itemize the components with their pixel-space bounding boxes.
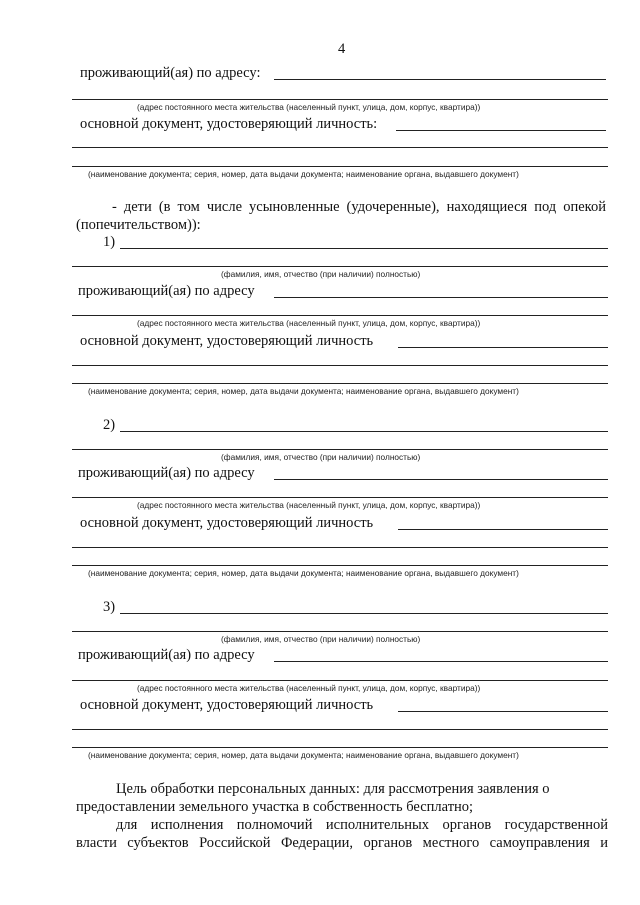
purpose-line4: власти субъектов Российской Федерации, органов местного самоуправления и	[76, 835, 608, 851]
child-3-address-line-2[interactable]	[72, 680, 608, 681]
guardian-doc-caption: (наименование документа; серия, номер, дата выдачи документа; наименование органа, выдавшего документ)	[88, 169, 519, 179]
page-number: 4	[338, 41, 346, 57]
child-2-address-caption: (адрес постоянного места жительства (населенный пункт, улица, дом, корпус, квартира))	[137, 500, 481, 510]
guardian-address-line[interactable]	[274, 79, 606, 80]
purpose-line3: для исполнения полномочий исполнительных органов государственной	[116, 817, 608, 833]
child-2-number: 2)	[103, 417, 116, 433]
child-2-address-line[interactable]	[274, 479, 608, 480]
child-3-name-line[interactable]	[120, 613, 608, 614]
child-3-doc-line[interactable]	[398, 711, 608, 712]
child-1-address-line-2[interactable]	[72, 315, 608, 316]
child-1-address-line[interactable]	[274, 297, 608, 298]
child-2-name-line[interactable]	[120, 431, 608, 432]
guardian-address-label: проживающий(ая) по адресу:	[80, 65, 261, 81]
child-2-doc-caption: (наименование документа; серия, номер, дата выдачи документа; наименование органа, выдавшего документ)	[88, 568, 519, 578]
child-3-number: 3)	[103, 599, 116, 615]
guardian-address-line-2[interactable]	[72, 99, 608, 100]
child-2-name-caption: (фамилия, имя, отчество (при наличии) полностью)	[221, 452, 421, 462]
child-1-address-label: проживающий(ая) по адресу	[78, 283, 255, 299]
child-3-address-caption: (адрес постоянного места жительства (населенный пункт, улица, дом, корпус, квартира))	[137, 683, 481, 693]
child-1-doc-caption: (наименование документа; серия, номер, дата выдачи документа; наименование органа, выдавшего документ)	[88, 386, 519, 396]
guardian-doc-line-3[interactable]	[72, 166, 608, 167]
children-intro-line1: - дети (в том числе усыновленные (удочеренные), находящиеся под опекой	[112, 199, 606, 215]
child-2-name-line-2[interactable]	[72, 449, 608, 450]
child-2-address-line-2[interactable]	[72, 497, 608, 498]
child-1-doc-line-3[interactable]	[72, 383, 608, 384]
guardian-doc-line[interactable]	[396, 130, 606, 131]
child-1-name-caption: (фамилия, имя, отчество (при наличии) полностью)	[221, 269, 421, 279]
purpose-line2: предоставлении земельного участка в собственность бесплатно;	[76, 799, 474, 815]
child-3-doc-caption: (наименование документа; серия, номер, дата выдачи документа; наименование органа, выдавшего документ)	[88, 750, 519, 760]
child-1-name-line-2[interactable]	[72, 266, 608, 267]
child-2-doc-line-3[interactable]	[72, 565, 608, 566]
children-intro-line2: (попечительством)):	[76, 217, 201, 233]
child-2-doc-label: основной документ, удостоверяющий личность	[80, 515, 374, 531]
guardian-doc-line-2[interactable]	[72, 147, 608, 148]
child-3-doc-line-2[interactable]	[72, 729, 608, 730]
child-3-address-label: проживающий(ая) по адресу	[78, 647, 255, 663]
child-1-address-caption: (адрес постоянного места жительства (населенный пункт, улица, дом, корпус, квартира))	[137, 318, 481, 328]
child-3-address-line[interactable]	[274, 661, 608, 662]
guardian-address-caption: (адрес постоянного места жительства (населенный пункт, улица, дом, корпус, квартира))	[137, 102, 481, 112]
child-3-doc-label: основной документ, удостоверяющий личность	[80, 697, 374, 713]
child-1-doc-line-2[interactable]	[72, 365, 608, 366]
child-2-doc-line-2[interactable]	[72, 547, 608, 548]
child-3-name-line-2[interactable]	[72, 631, 608, 632]
guardian-doc-label: основной документ, удостоверяющий личность:	[80, 116, 378, 132]
child-1-number: 1)	[103, 234, 116, 250]
child-1-name-line[interactable]	[120, 248, 608, 249]
child-2-address-label: проживающий(ая) по адресу	[78, 465, 255, 481]
child-1-doc-line[interactable]	[398, 347, 608, 348]
purpose-line1: Цель обработки персональных данных: для рассмотрения заявления о	[116, 781, 550, 797]
child-2-doc-line[interactable]	[398, 529, 608, 530]
child-1-doc-label: основной документ, удостоверяющий личность	[80, 333, 374, 349]
child-3-doc-line-3[interactable]	[72, 747, 608, 748]
child-3-name-caption: (фамилия, имя, отчество (при наличии) полностью)	[221, 634, 421, 644]
